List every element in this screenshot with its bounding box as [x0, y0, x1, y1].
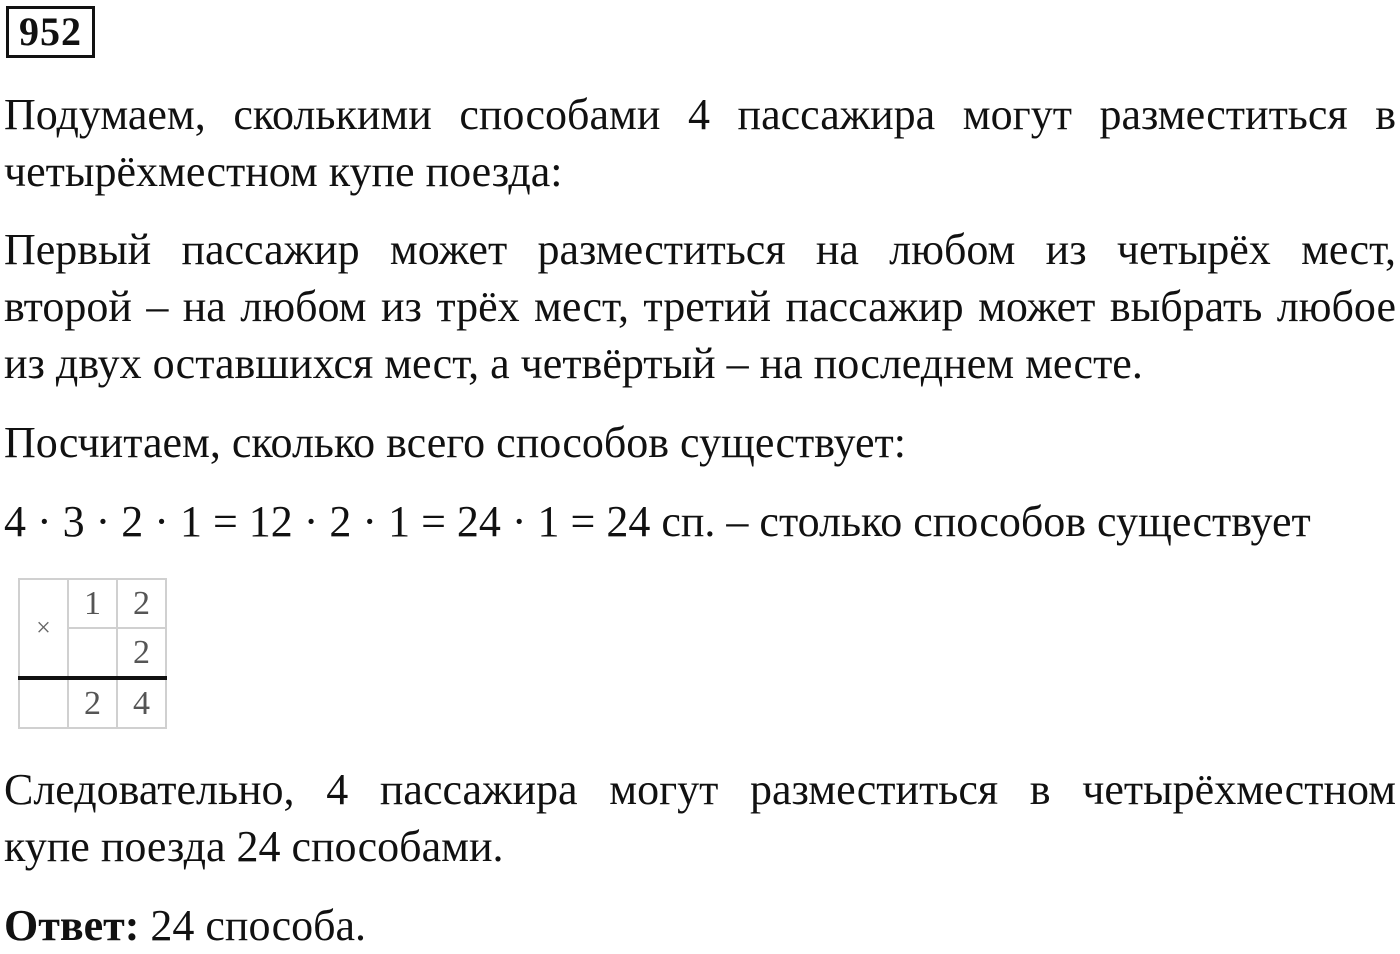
- formula-paragraph: [4, 493, 1396, 550]
- conclusion-line-2: купе поезда 24 способами.: [4, 822, 504, 871]
- formula-line: 4 · 3 · 2 · 1 = 12 · 2 · 1 = 24 · 1 = 24 сп. – столько способов существует: [4, 497, 1311, 546]
- intro-paragraph: [4, 86, 1396, 200]
- factor1-digit-1: 1: [68, 579, 117, 628]
- factor1-digit-2: 2: [117, 579, 166, 628]
- reasoning-line-1: Первый пассажир может разместиться на любом из четырёх мест,: [4, 225, 1396, 274]
- problem-number: 952: [6, 6, 95, 58]
- factor2-digit-1: [68, 628, 117, 678]
- intro-line-2: четырёхместном купе поезда:: [4, 147, 563, 196]
- result-digit-1: 2: [68, 678, 117, 728]
- result-digit-2: 4: [117, 678, 166, 728]
- multiplication-table: [18, 578, 167, 729]
- count-intro-paragraph: [4, 414, 1396, 471]
- multiply-operator: ×: [19, 579, 68, 678]
- result-row: [19, 678, 166, 728]
- conclusion-line-1: Следовательно, 4 пассажира могут разместиться в четырёхместном: [4, 765, 1396, 814]
- reasoning-line-2: второй – на любом из трёх мест, третий пассажир может выбрать любое: [4, 282, 1396, 331]
- reasoning-line-3: из двух оставшихся мест, а четвёртый – на последнем месте.: [4, 339, 1143, 388]
- conclusion-paragraph: [4, 761, 1396, 875]
- result-empty-cell: [19, 678, 68, 728]
- count-intro-line: Посчитаем, сколько всего способов существует:: [4, 418, 906, 467]
- factor2-digit-2: 2: [117, 628, 166, 678]
- answer-label: Ответ:: [4, 901, 140, 950]
- table-row: [19, 579, 166, 628]
- answer: [4, 897, 366, 954]
- answer-value: 24 способа.: [150, 901, 367, 950]
- intro-line-1: Подумаем, сколькими способами 4 пассажира могут разместиться в: [4, 90, 1396, 139]
- reasoning-paragraph: [4, 221, 1396, 392]
